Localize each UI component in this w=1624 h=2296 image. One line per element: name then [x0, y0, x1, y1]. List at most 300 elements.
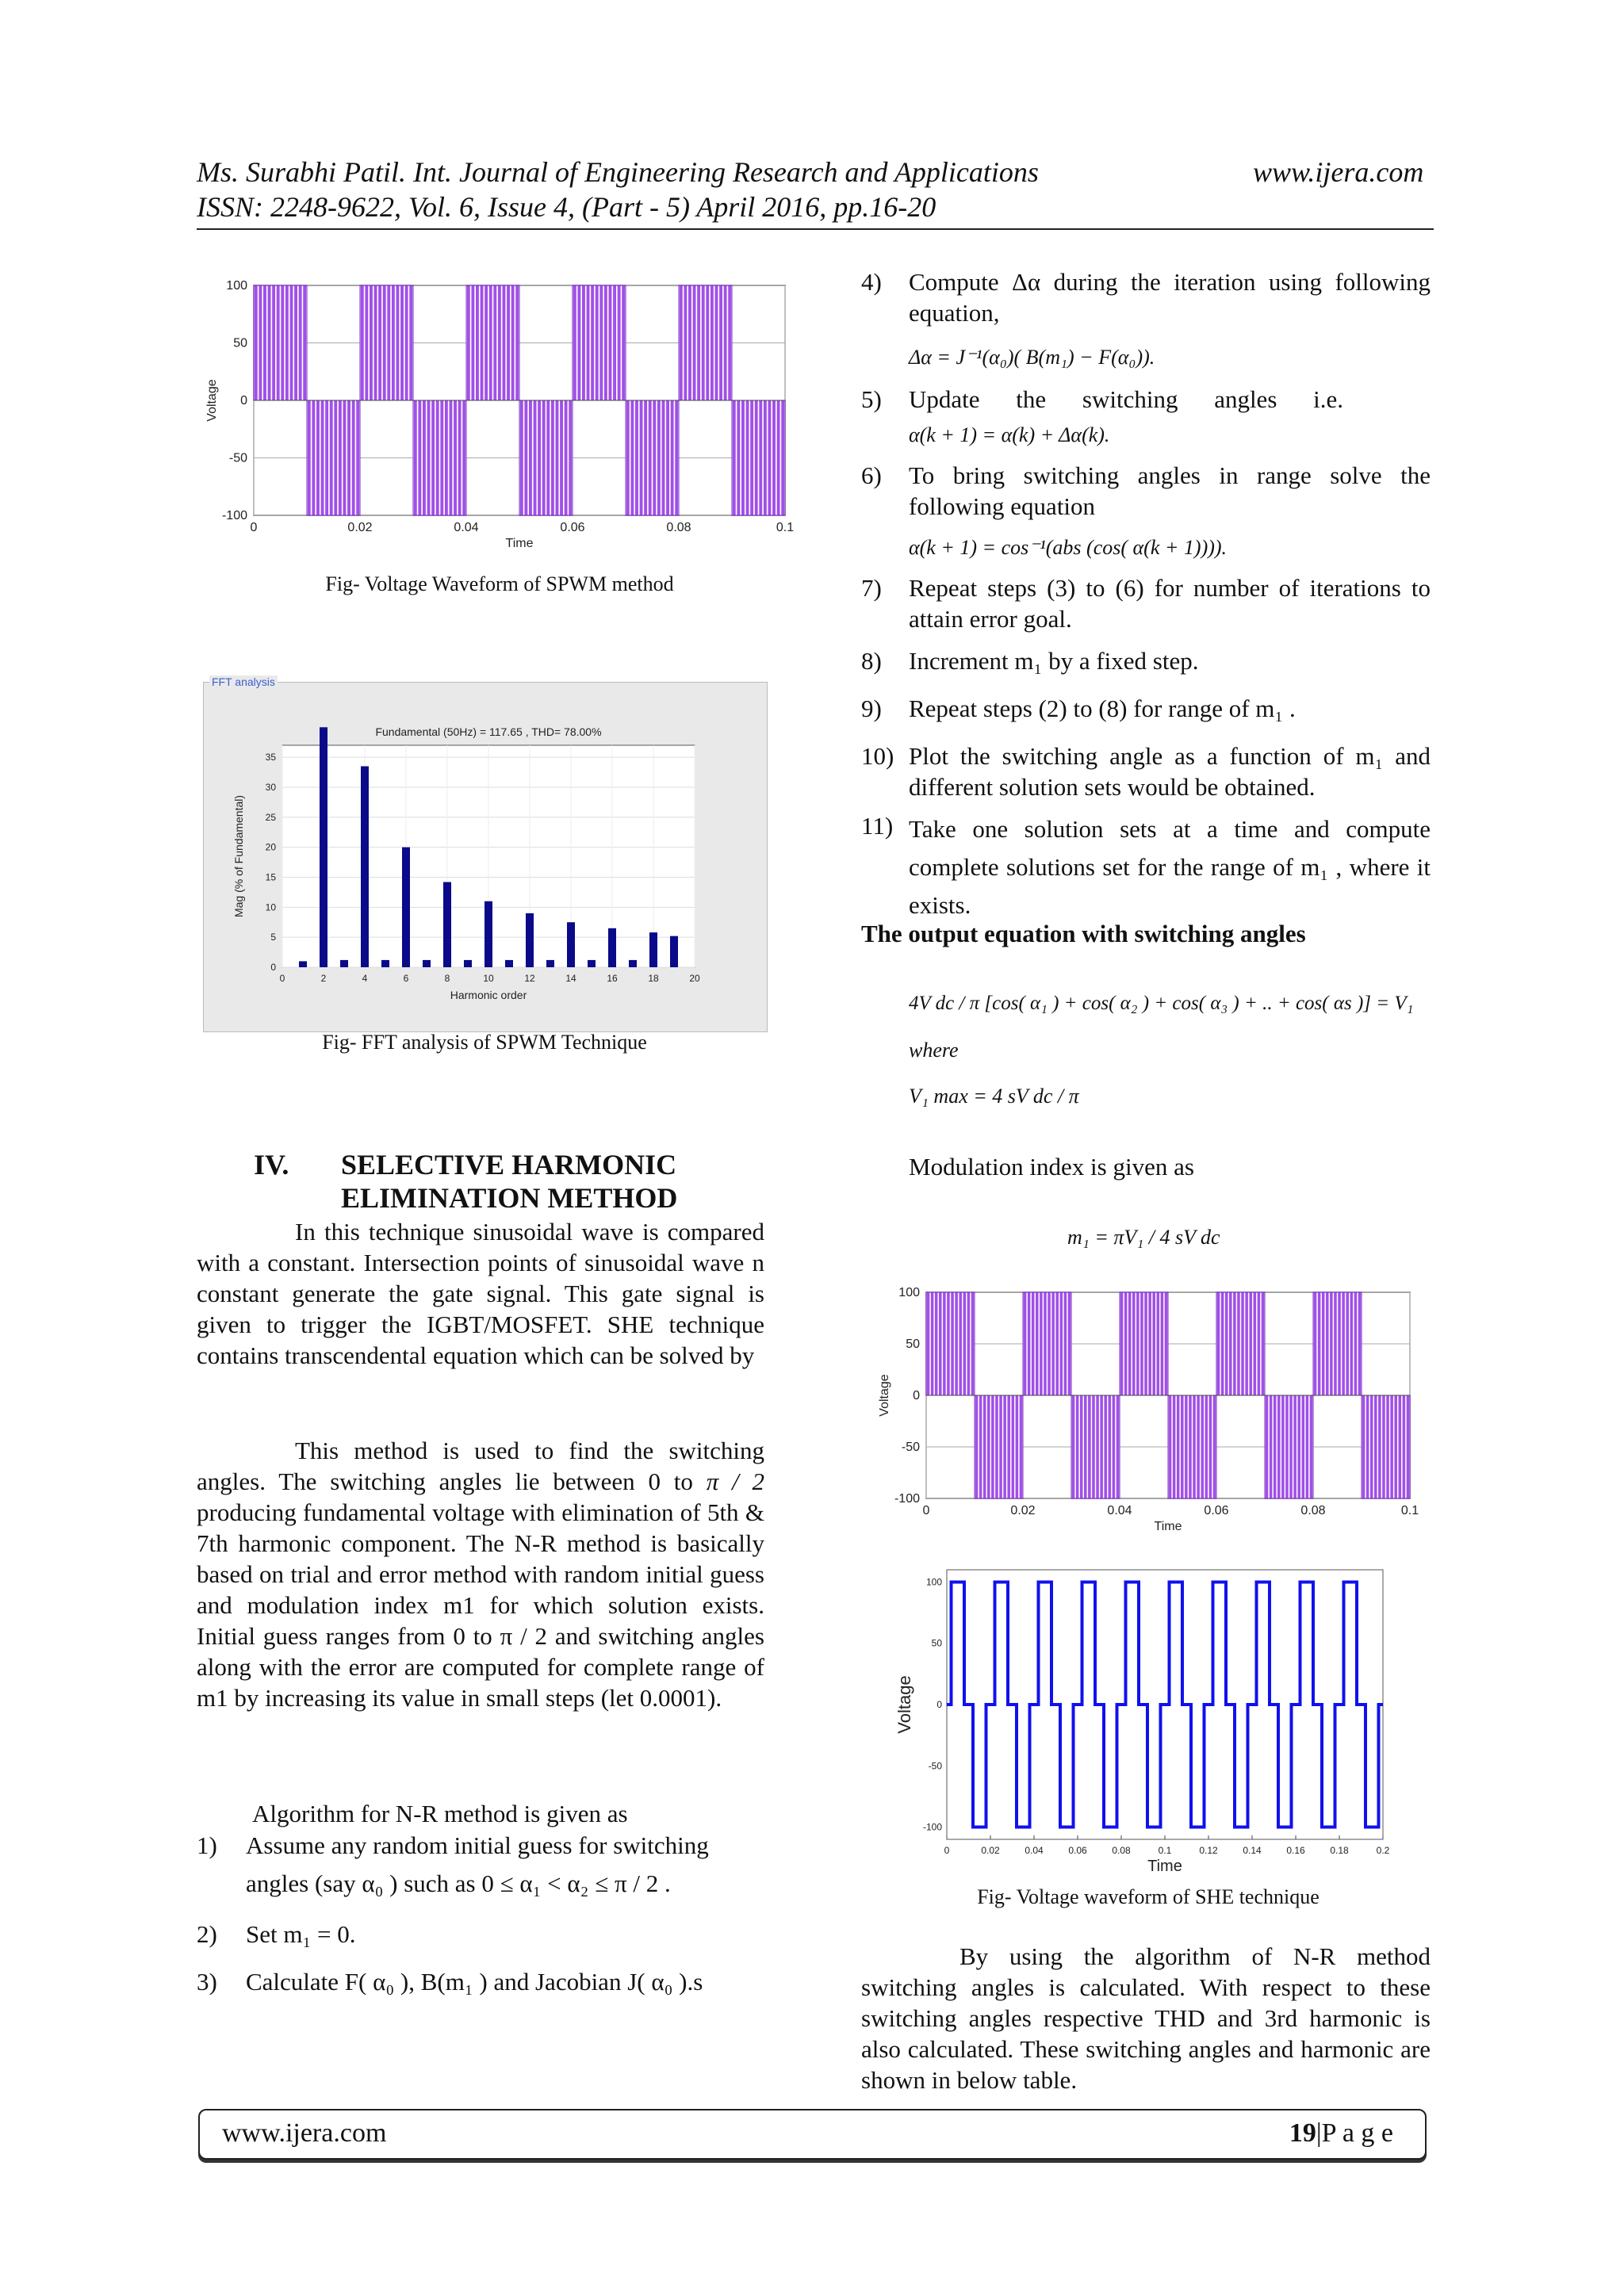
x-tick-label: 0 — [922, 1504, 930, 1517]
y-tick-label: 0 — [913, 1389, 920, 1402]
pwm-pulse — [947, 1292, 950, 1395]
pwm-pulse — [1258, 1292, 1261, 1395]
pwm-pulse — [1289, 1395, 1293, 1498]
fft-bar — [670, 936, 678, 967]
pwm-pulse — [1262, 1292, 1265, 1395]
pwm-pulse — [943, 1292, 946, 1395]
y-tick-label: 35 — [265, 752, 276, 763]
pwm-pulse — [644, 400, 647, 515]
pwm-pulse — [467, 285, 470, 400]
pwm-pulse — [706, 285, 709, 400]
pwm-pulse — [635, 400, 638, 515]
pwm-pulse — [339, 400, 342, 515]
pwm-pulse — [481, 285, 484, 400]
pwm-pulse — [361, 285, 364, 400]
pwm-pulse — [352, 400, 355, 515]
pwm-pulse — [365, 285, 368, 400]
pwm-pulse — [1128, 1292, 1132, 1395]
pwm-pulse — [1225, 1292, 1228, 1395]
pwm-pulse — [498, 285, 501, 400]
pwm-pulse — [1370, 1395, 1373, 1498]
step-8-num: 8) — [861, 647, 882, 675]
journal-header-line1: Ms. Surabhi Patil. Int. Journal of Engineering Research and Applications — [197, 156, 1039, 188]
pwm-pulse — [511, 285, 515, 400]
pwm-pulse — [1080, 1395, 1083, 1498]
pwm-pulse — [1382, 1395, 1385, 1498]
pwm-pulse — [618, 285, 621, 400]
pwm-pulse — [1084, 1395, 1087, 1498]
y-tick-label: -100 — [221, 509, 247, 522]
step-3-text: Calculate F( α₀ ), B(m₁ ) and Jacobian J( α₀ ).s — [246, 1968, 703, 1996]
pwm-pulse — [1040, 1292, 1043, 1395]
pwm-pulse — [334, 400, 337, 515]
pwm-pulse — [1109, 1395, 1112, 1498]
pwm-pulse — [1342, 1292, 1345, 1395]
pwm-pulse — [710, 285, 714, 400]
x-tick-label: 0.08 — [1112, 1845, 1131, 1856]
modulation-index-text: Modulation index is given as — [909, 1153, 1194, 1181]
pwm-pulse — [1350, 1292, 1354, 1395]
pwm-pulse — [1024, 1292, 1027, 1395]
pwm-pulse — [724, 285, 727, 400]
y-tick-label: 100 — [925, 1576, 942, 1588]
pwm-pulse — [471, 285, 474, 400]
pwm-pulse — [1221, 1292, 1224, 1395]
pwm-pulse — [1338, 1292, 1341, 1395]
pwm-pulse — [1245, 1292, 1248, 1395]
page-footer — [198, 2109, 1427, 2160]
pwm-pulse — [1399, 1395, 1402, 1498]
pwm-pulse — [1181, 1395, 1184, 1498]
x-tick-label: 18 — [648, 973, 659, 984]
pwm-pulse — [370, 285, 373, 400]
x-tick-label: 0.16 — [1286, 1845, 1305, 1856]
pwm-pulse — [299, 285, 302, 400]
x-tick-label: 2 — [320, 973, 327, 984]
pwm-pulse — [1060, 1292, 1063, 1395]
paragraph-method — [197, 1435, 764, 1713]
pwm-pulse — [680, 285, 683, 400]
pwm-pulse — [573, 285, 576, 400]
x-tick-label: 0.04 — [1025, 1845, 1044, 1856]
fft-panel-label: FFT analysis — [209, 675, 278, 688]
fft-bar — [464, 960, 472, 967]
step-1-text-b: angles (say α₀ ) such as 0 ≤ α₁ < α₂ ≤ π / 2 . — [246, 1869, 671, 1897]
x-tick-label: 0.1 — [1158, 1845, 1172, 1856]
pwm-pulse — [1072, 1395, 1075, 1498]
x-axis-label: Time — [505, 537, 534, 550]
pwm-pulse — [963, 1292, 967, 1395]
pwm-pulse — [1346, 1292, 1349, 1395]
x-tick-label: 0.06 — [1204, 1504, 1229, 1517]
x-tick-label: 0.1 — [1400, 1504, 1419, 1517]
pwm-pulse — [1241, 1292, 1244, 1395]
pwm-pulse — [777, 400, 780, 515]
pwm-pulse — [1113, 1395, 1116, 1498]
x-tick-label: 12 — [524, 973, 535, 984]
pwm-pulse — [1144, 1292, 1147, 1395]
pwm-pulse — [277, 285, 280, 400]
pwm-pulse — [489, 285, 492, 400]
x-tick-label: 0.12 — [1199, 1845, 1218, 1856]
pwm-pulse — [991, 1395, 994, 1498]
paragraph-method-a: This method is used to find the switching angles. The switching angles lie between 0 to — [197, 1437, 764, 1495]
y-axis-label: Voltage — [878, 1374, 891, 1417]
step-4-num: 4) — [861, 268, 882, 296]
pwm-pulse — [405, 285, 408, 400]
paragraph-intro-text: In this technique sinusoidal wave is compared with a constant. Intersection points of sinusoidal wave n constant generate the gate signal. This gate signal is given to trigger the IGBT/MOSFET. SHE technique contains transcendental equation which can be solved by — [197, 1218, 764, 1369]
pwm-pulse — [1185, 1395, 1188, 1498]
pwm-pulse — [675, 400, 678, 515]
x-tick-label: 16 — [607, 973, 618, 984]
x-axis-label: Time — [1147, 1858, 1182, 1875]
pwm-pulse — [308, 400, 311, 515]
pwm-pulse — [697, 285, 700, 400]
pwm-pulse — [1330, 1292, 1333, 1395]
pwm-pulse — [321, 400, 324, 515]
pwm-pulse — [409, 285, 412, 400]
fft-bar — [485, 901, 492, 967]
pwm-pulse — [1003, 1395, 1006, 1498]
pwm-pulse — [1165, 1292, 1168, 1395]
pwm-pulse — [290, 285, 293, 400]
section-title-1: SELECTIVE HARMONIC — [341, 1149, 677, 1181]
pwm-pulse — [396, 285, 400, 400]
equation-modulation: m₁ = πV₁ / 4 sV dc — [1067, 1226, 1220, 1249]
step-8-text: Increment m₁ by a fixed step. — [909, 647, 1199, 675]
section-number: IV. — [254, 1149, 289, 1181]
pwm-pulse — [1378, 1395, 1381, 1498]
step-5-text: Update the switching angles i.e. — [909, 385, 1344, 413]
she-square-chart — [891, 1554, 1399, 1879]
pwm-pulse — [1088, 1395, 1091, 1498]
y-tick-label: 25 — [265, 811, 276, 823]
pwm-pulse — [423, 400, 426, 515]
pwm-pulse — [458, 400, 462, 515]
pwm-pulse — [582, 285, 585, 400]
step-6-text: To bring switching angles in range solve the following equation — [909, 461, 1431, 520]
pwm-pulse — [649, 400, 652, 515]
step-7-num: 7) — [861, 574, 882, 602]
y-tick-label: 0 — [936, 1699, 942, 1710]
pwm-pulse — [1193, 1395, 1196, 1498]
fft-bar — [546, 960, 554, 967]
fft-bar — [649, 932, 657, 967]
y-tick-label: 30 — [265, 781, 276, 793]
pwm-pulse — [1051, 1292, 1055, 1395]
pwm-pulse — [987, 1395, 990, 1498]
y-tick-label: 5 — [270, 932, 276, 943]
pwm-pulse — [450, 400, 453, 515]
step-9-num: 9) — [861, 695, 882, 722]
pwm-pulse — [1096, 1395, 1099, 1498]
pwm-pulse — [657, 400, 661, 515]
pwm-pulse — [951, 1292, 954, 1395]
pwm-pulse — [622, 285, 625, 400]
pwm-pulse — [1201, 1395, 1204, 1498]
pwm-pulse — [1407, 1395, 1410, 1498]
pwm-pulse — [1270, 1395, 1273, 1498]
pwm-pulse — [684, 285, 687, 400]
pwm-pulse — [569, 400, 572, 515]
pwm-pulse — [538, 400, 541, 515]
pwm-pulse — [263, 285, 266, 400]
pwm-pulse — [515, 285, 519, 400]
fig4-caption: Fig- Voltage waveform of SHE technique — [977, 1885, 1320, 1908]
pwm-pulse — [356, 400, 359, 515]
fft-bar — [567, 922, 575, 967]
pwm-pulse — [476, 285, 479, 400]
pwm-pulse — [1362, 1395, 1365, 1498]
pwm-pulse — [1173, 1395, 1176, 1498]
pwm-pulse — [609, 285, 612, 400]
pwm-pulse — [1274, 1395, 1277, 1498]
x-tick-label: 0.06 — [560, 521, 585, 534]
pwm-pulse — [715, 285, 718, 400]
paragraph-intro — [197, 1216, 764, 1371]
fft-bar — [423, 960, 431, 967]
paragraph-conclusion — [861, 1941, 1431, 2095]
x-tick-label: 0.08 — [1300, 1504, 1326, 1517]
she-voltage-chart — [871, 1276, 1426, 1538]
page-number: 19 — [1289, 2118, 1316, 2148]
pwm-pulse — [529, 400, 532, 515]
pwm-pulse — [493, 285, 496, 400]
pwm-pulse — [427, 400, 431, 515]
pwm-pulse — [768, 400, 772, 515]
pwm-pulse — [1132, 1292, 1136, 1395]
chart-title: Fundamental (50Hz) = 117.65 , THD= 78.00% — [375, 725, 602, 738]
pwm-pulse — [524, 400, 527, 515]
x-tick-label: 0.04 — [454, 521, 479, 534]
pi-over-two: π / 2 — [706, 1468, 765, 1495]
pwm-pulse — [626, 400, 630, 515]
y-tick-label: 15 — [265, 871, 276, 883]
journal-url[interactable]: www.ijera.com — [1253, 156, 1424, 188]
pwm-pulse — [294, 285, 297, 400]
pwm-pulse — [1302, 1395, 1305, 1498]
equation-output: 4V dc / π [cos( α₁ ) + cos( α₂ ) + cos( α₃ ) + .. + cos( αs )] = V₁ — [909, 993, 1414, 1014]
fft-bar — [361, 766, 369, 967]
pwm-pulse — [330, 400, 333, 515]
x-tick-label: 0.18 — [1330, 1845, 1349, 1856]
pwm-pulse — [556, 400, 559, 515]
journal-header-line2: ISSN: 2248-9622, Vol. 6, Issue 4, (Part - 5) April 2016, pp.16-20 — [197, 191, 936, 223]
x-tick-label: 0 — [944, 1845, 950, 1856]
pwm-pulse — [693, 285, 696, 400]
pwm-pulse — [1281, 1395, 1285, 1498]
pwm-pulse — [1036, 1292, 1039, 1395]
pwm-pulse — [1012, 1395, 1015, 1498]
y-tick-label: 50 — [931, 1637, 942, 1649]
pwm-pulse — [268, 285, 271, 400]
pwm-pulse — [1161, 1292, 1164, 1395]
pwm-pulse — [1403, 1395, 1406, 1498]
x-tick-label: 0.04 — [1107, 1504, 1132, 1517]
pwm-pulse — [387, 285, 390, 400]
pwm-pulse — [440, 400, 443, 515]
y-tick-label: 10 — [265, 901, 276, 913]
pwm-pulse — [1068, 1292, 1071, 1395]
step-3-num: 3) — [197, 1968, 217, 1996]
pwm-pulse — [445, 400, 448, 515]
pwm-pulse — [999, 1395, 1002, 1498]
pwm-pulse — [688, 285, 691, 400]
pwm-pulse — [312, 400, 315, 515]
pwm-pulse — [503, 285, 506, 400]
x-tick-label: 0.14 — [1243, 1845, 1262, 1856]
pwm-pulse — [741, 400, 745, 515]
x-tick-label: 0.02 — [1010, 1504, 1036, 1517]
pwm-pulse — [1055, 1292, 1059, 1395]
fft-bar — [443, 882, 451, 967]
pwm-pulse — [414, 400, 417, 515]
pwm-pulse — [737, 400, 740, 515]
pwm-pulse — [1374, 1395, 1377, 1498]
pwm-pulse — [392, 285, 395, 400]
y-tick-label: -100 — [922, 1821, 942, 1833]
pwm-pulse — [485, 285, 488, 400]
footer-url[interactable]: www.ijera.com — [222, 2118, 387, 2148]
pwm-pulse — [1205, 1395, 1208, 1498]
equation-range: α(k + 1) = cos⁻¹(abs (cos( α(k + 1)))). — [909, 536, 1228, 559]
x-tick-label: 0.02 — [981, 1845, 1000, 1856]
pwm-pulse — [1229, 1292, 1232, 1395]
step-1-num: 1) — [197, 1831, 217, 1859]
pwm-pulse — [613, 285, 616, 400]
pwm-pulse — [1326, 1292, 1329, 1395]
pwm-pulse — [764, 400, 767, 515]
step-9-text: Repeat steps (2) to (8) for range of m₁ . — [909, 695, 1296, 722]
pwm-pulse — [1249, 1292, 1252, 1395]
step-10-num: 10) — [861, 742, 894, 770]
y-tick-label: 100 — [226, 279, 247, 293]
pwm-pulse — [781, 400, 784, 515]
pwm-pulse — [534, 400, 537, 515]
x-tick-label: 0.06 — [1068, 1845, 1087, 1856]
pwm-pulse — [1233, 1292, 1236, 1395]
pwm-pulse — [975, 1395, 979, 1498]
pwm-pulse — [1124, 1292, 1128, 1395]
y-tick-label: -50 — [928, 1760, 942, 1772]
pwm-pulse — [1386, 1395, 1389, 1498]
pwm-pulse — [1120, 1292, 1124, 1395]
fft-bar — [629, 960, 637, 967]
page-label: |P a g e — [1316, 2118, 1393, 2148]
pwm-pulse — [1189, 1395, 1192, 1498]
pwm-pulse — [1322, 1292, 1325, 1395]
pwm-pulse — [979, 1395, 982, 1498]
pwm-pulse — [1016, 1395, 1019, 1498]
pwm-pulse — [728, 285, 731, 400]
y-axis-label: Mag (% of Fundamental) — [232, 794, 245, 918]
output-equation-heading: The output equation with switching angles — [861, 920, 1306, 947]
pwm-pulse — [1076, 1395, 1079, 1498]
pwm-pulse — [1310, 1395, 1313, 1498]
pwm-pulse — [666, 400, 669, 515]
pwm-pulse — [1028, 1292, 1031, 1395]
pwm-pulse — [939, 1292, 942, 1395]
y-axis-label: Voltage — [894, 1675, 914, 1734]
spwm-voltage-chart — [198, 270, 801, 555]
pwm-pulse — [1334, 1292, 1337, 1395]
x-axis-label: Harmonic order — [450, 989, 527, 1001]
pwm-pulse — [1152, 1292, 1155, 1395]
fig2-caption: Fig- FFT analysis of SPWM Technique — [322, 1031, 647, 1054]
pwm-pulse — [591, 285, 594, 400]
pwm-pulse — [1209, 1395, 1212, 1498]
step-2-num: 2) — [197, 1920, 217, 1948]
pwm-pulse — [1314, 1292, 1317, 1395]
pwm-pulse — [1285, 1395, 1289, 1498]
fig1-caption: Fig- Voltage Waveform of SPWM method — [325, 572, 674, 595]
fft-bar — [608, 928, 616, 967]
pwm-pulse — [272, 285, 275, 400]
pwm-pulse — [1390, 1395, 1393, 1498]
pwm-pulse — [462, 400, 465, 515]
pwm-pulse — [546, 400, 550, 515]
y-tick-label: 50 — [906, 1337, 920, 1351]
y-tick-label: 100 — [898, 1286, 920, 1299]
x-tick-label: 0 — [250, 521, 258, 534]
pwm-pulse — [1354, 1292, 1358, 1395]
pwm-pulse — [1358, 1292, 1362, 1395]
pwm-pulse — [604, 285, 607, 400]
pwm-pulse — [959, 1292, 962, 1395]
pwm-pulse — [983, 1395, 986, 1498]
fft-bar — [320, 727, 327, 967]
pwm-pulse — [565, 400, 568, 515]
equation-where: where — [909, 1039, 959, 1062]
y-axis-label: Voltage — [205, 379, 219, 422]
pwm-pulse — [640, 400, 643, 515]
x-tick-label: 0.2 — [1376, 1845, 1390, 1856]
pwm-pulse — [1366, 1395, 1369, 1498]
pwm-pulse — [1297, 1395, 1300, 1498]
pwm-pulse — [931, 1292, 934, 1395]
pwm-pulse — [285, 285, 289, 400]
y-tick-label: -100 — [894, 1492, 920, 1506]
pwm-pulse — [596, 285, 599, 400]
pwm-pulse — [967, 1292, 971, 1395]
header-rule — [197, 228, 1434, 230]
pwm-pulse — [772, 400, 776, 515]
algorithm-intro: Algorithm for N-R method is given as — [252, 1800, 628, 1827]
pwm-pulse — [1217, 1292, 1220, 1395]
pwm-pulse — [719, 285, 722, 400]
step-11-text: Take one solution sets at a time and compute complete solutions set for the range of m₁ , where it exists. — [909, 815, 1431, 919]
pwm-pulse — [1136, 1292, 1139, 1395]
pwm-pulse — [995, 1395, 998, 1498]
fft-bar — [505, 960, 513, 967]
x-tick-label: 0 — [279, 973, 285, 984]
pwm-pulse — [1104, 1395, 1107, 1498]
pwm-pulse — [935, 1292, 938, 1395]
pwm-pulse — [599, 285, 603, 400]
pwm-pulse — [1116, 1395, 1120, 1498]
pwm-pulse — [927, 1292, 930, 1395]
paragraph-conclusion-text: By using the algorithm of N-R method switching angles is calculated. With respect to these switching angles respective THD and 3rd harmonic is also calculated. These switching angles and harmonic are shown in below table. — [861, 1942, 1431, 2094]
pwm-pulse — [1032, 1292, 1035, 1395]
equation-update: α(k + 1) = α(k) + Δα(k). — [909, 423, 1110, 446]
equation-v1max: V₁ max = 4 sV dc / π — [909, 1085, 1079, 1108]
pwm-pulse — [303, 285, 306, 400]
pwm-pulse — [971, 1292, 975, 1395]
pwm-pulse — [1394, 1395, 1397, 1498]
pwm-pulse — [587, 285, 590, 400]
pwm-pulse — [653, 400, 656, 515]
step-6-num: 6) — [861, 461, 882, 489]
